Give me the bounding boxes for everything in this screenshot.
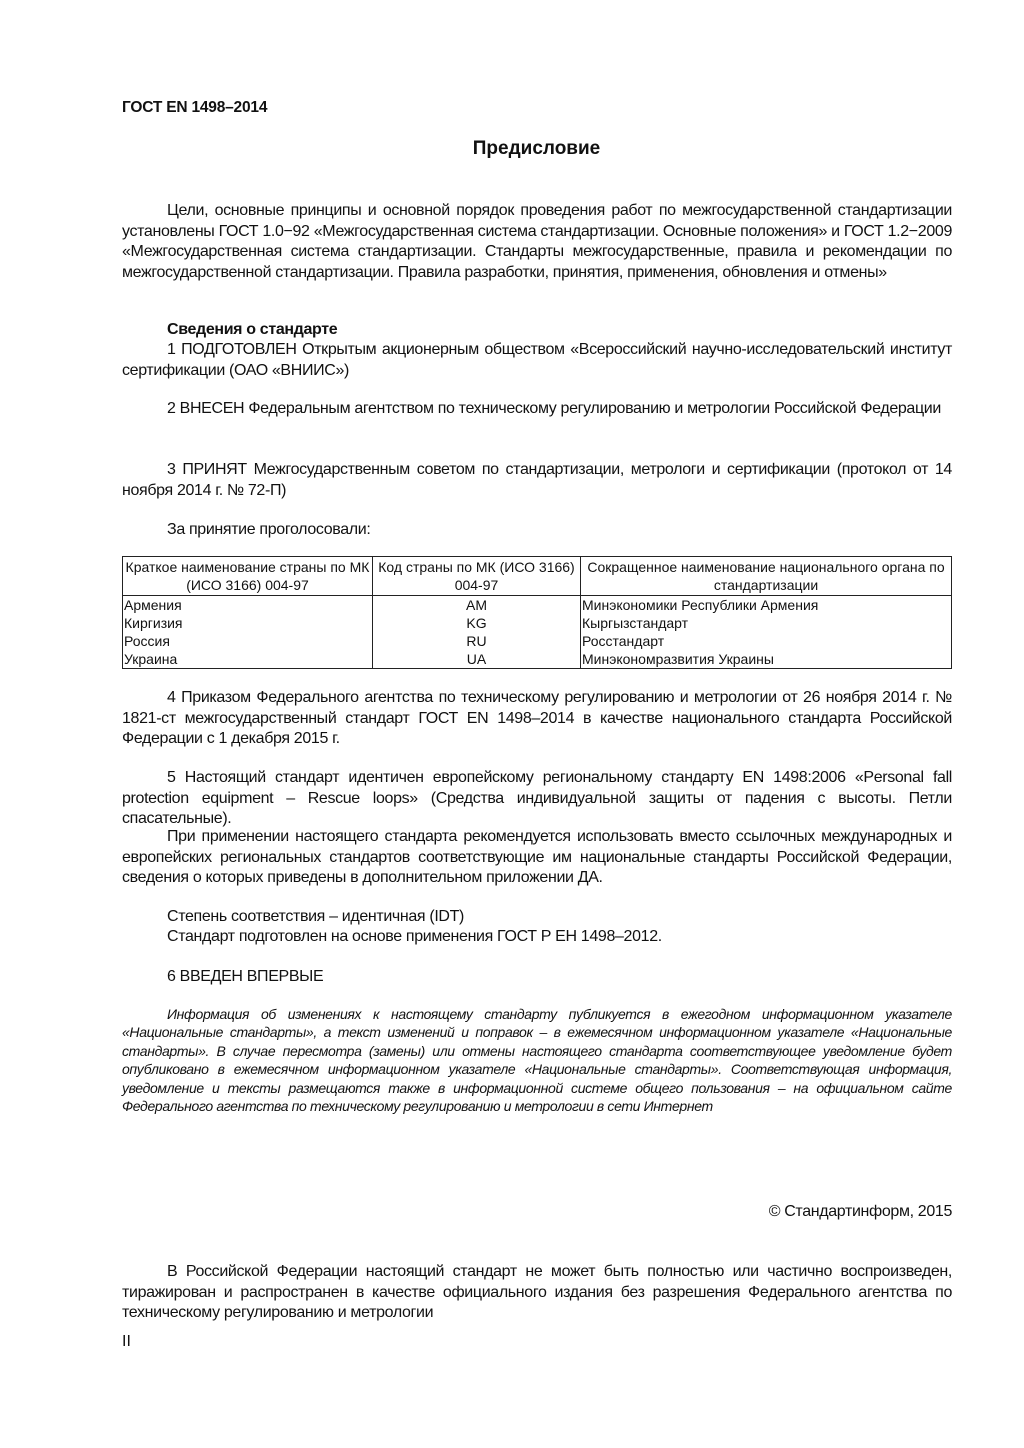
item-1-prepared: 1 ПОДГОТОВЛЕН Открытым акционерным обществом «Всероссийский научно-исследовательский институт сертификации (ОАО «ВНИИС») [122, 341, 952, 379]
reproduction-notice: В Российской Федерации настоящий стандарт не может быть полностью или частично воспроизведен, тиражирован и распространен в качестве официального издания без разрешения Федерального агентства по техническому регулированию и метрологии [122, 1263, 952, 1321]
country-code-cell: UA [373, 650, 581, 669]
based-on-standard: Стандарт подготовлен на основе применения ГОСТ Р ЕН 1498–2012. [167, 928, 662, 945]
column-header-standards-body: Сокращенное наименование национального органа по стандартизации [581, 557, 952, 596]
country-name-cell: Россия [123, 632, 373, 650]
country-code-cell: RU [373, 632, 581, 650]
country-name-cell: Армения [123, 596, 373, 615]
info-notice: Информация об изменениях к настоящему стандарту публикуется в ежегодном информационном указателе «Национальные стандарты», а текст изменений и поправок – в ежемесячном информационном указателе «Национальные стандарты». В случае пересмотра (замены) или отмены настоящего стандарта соответствующее уведомление будет опубликовано в ежемесячном информационном указателе «Национальные стандарты». Соответствующая информация, уведомление и тексты размещаются также в информационной системе общего пользования – на официальном сайте Федерального агентства по техническому регулированию и метрологии в сети Интернет [122, 1006, 952, 1115]
item-4-order: 4 Приказом Федерального агентства по техническому регулированию и метрологии от 26 ноября 2014 г. № 1821-ст межгосударственный стандарт ГОСТ EN 1498–2014 в качестве национального стандарта Российской Федерации с 1 декабря 2015 г. [122, 689, 952, 747]
item-3-adopted: 3 ПРИНЯТ Межгосударственным советом по стандартизации, метрологи и сертификации (протокол от 14 ноября 2014 г. № 72-П) [122, 461, 952, 499]
standards-body-cell: Минэкономики Республики Армения [581, 596, 952, 615]
standards-body-cell: Минэкономразвития Украины [581, 650, 952, 669]
conformity-degree: Степень соответствия – идентичная (IDT) [167, 908, 465, 925]
item-5-note: При применении настоящего стандарта рекомендуется использовать вместо ссылочных международных и европейских региональных стандартов соответствующие им национальные стандарты Российской Федерации, сведения о которых приведены в дополнительном приложении ДА. [122, 828, 952, 886]
country-name-cell: Киргизия [123, 614, 373, 632]
country-code-cell: KG [373, 614, 581, 632]
column-header-country-name: Краткое наименование страны по МК (ИСО 3166) 004-97 [123, 557, 373, 596]
item-5-identical: 5 Настоящий стандарт идентичен европейскому региональному стандарту EN 1498:2006 «Personal fall protection equipment – Rescue loops» (Средства индивидуальной защиты от падения с высоты. Петли спасательные). [122, 769, 952, 827]
item-6-introduced-first: 6 ВВЕДЕН ВПЕРВЫЕ [167, 968, 324, 985]
table-header-row [123, 557, 952, 596]
table-row [123, 614, 952, 632]
country-name-cell: Украина [123, 650, 373, 669]
page-title: Предисловие [472, 138, 601, 159]
item-2-introduced: 2 ВНЕСЕН Федеральным агентством по техническому регулированию и метрологии Российской Федерации [167, 400, 941, 417]
votes-table [122, 556, 952, 669]
column-header-country-code: Код страны по МК (ИСО 3166) 004-97 [373, 557, 581, 596]
standards-body-cell: Росстандарт [581, 632, 952, 650]
section-heading: Сведения о стандарте [167, 321, 338, 338]
voted-label: За принятие проголосовали: [167, 521, 371, 538]
table-row [123, 596, 952, 615]
country-code-cell: AM [373, 596, 581, 615]
document-code-header: ГОСТ EN 1498–2014 [122, 99, 268, 116]
intro-paragraph: Цели, основные принципы и основной порядок проведения работ по межгосударственной стандартизации установлены ГОСТ 1.0−92 «Межгосударственная система стандартизации. Основные положения» и ГОСТ 1.2−2009 «Межгосударственная система стандартизации. Стандарты межгосударственные, правила и рекомендации по межгосударственной стандартизации. Правила разработки, принятия, применения, обновления и отмены» [122, 202, 952, 281]
page-number: II [122, 1333, 131, 1350]
table-row [123, 650, 952, 669]
copyright: © Стандартинформ, 2015 [768, 1203, 952, 1220]
standards-body-cell: Кыргызстандарт [581, 614, 952, 632]
table-row [123, 632, 952, 650]
